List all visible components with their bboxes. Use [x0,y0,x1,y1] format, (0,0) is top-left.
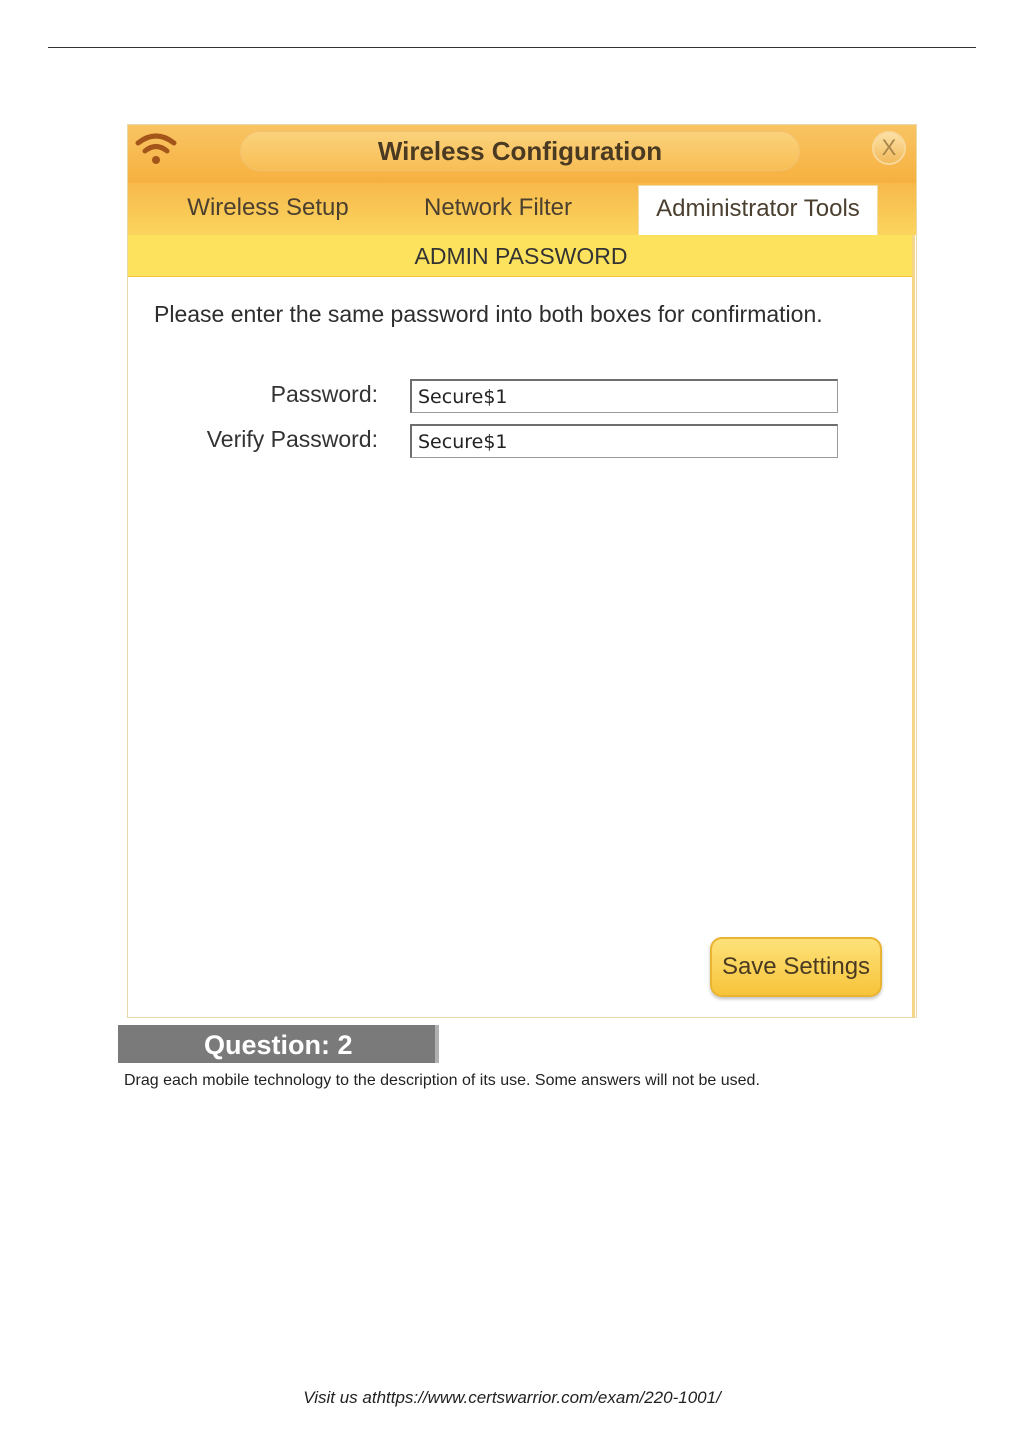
top-divider [48,47,976,48]
wifi-icon [132,129,180,169]
tab-bar [128,183,916,235]
title-bar [128,125,916,183]
instructions-text: Please enter the same password into both boxes for confirmation. [154,301,823,327]
verify-password-input[interactable]: Secure$1 [410,424,838,458]
section-title: ADMIN PASSWORD [128,235,914,277]
question-text: Drag each mobile technology to the description of its use. Some answers will not be used. [124,1072,760,1089]
tab-wireless-setup[interactable]: Wireless Setup [187,194,349,221]
tab-administrator-tools[interactable]: Administrator Tools [638,185,878,237]
window-title: Wireless Configuration [377,136,663,166]
footer-link-text: Visit us athttps://www.certswarrior.com/exam/220-1001/ [303,1388,721,1407]
verify-password-label: Verify Password: [206,426,378,452]
question-number: Question: 2 [204,1030,353,1060]
panel-border [912,235,915,1017]
tab-network-filter[interactable]: Network Filter [423,194,573,221]
question-header [118,1025,439,1063]
password-input[interactable]: Secure$1 [410,379,838,413]
wireless-config-window [127,124,917,1018]
password-label: Password: [270,381,378,407]
save-settings-button[interactable]: Save Settings [710,937,882,997]
close-icon[interactable]: X [872,131,906,165]
